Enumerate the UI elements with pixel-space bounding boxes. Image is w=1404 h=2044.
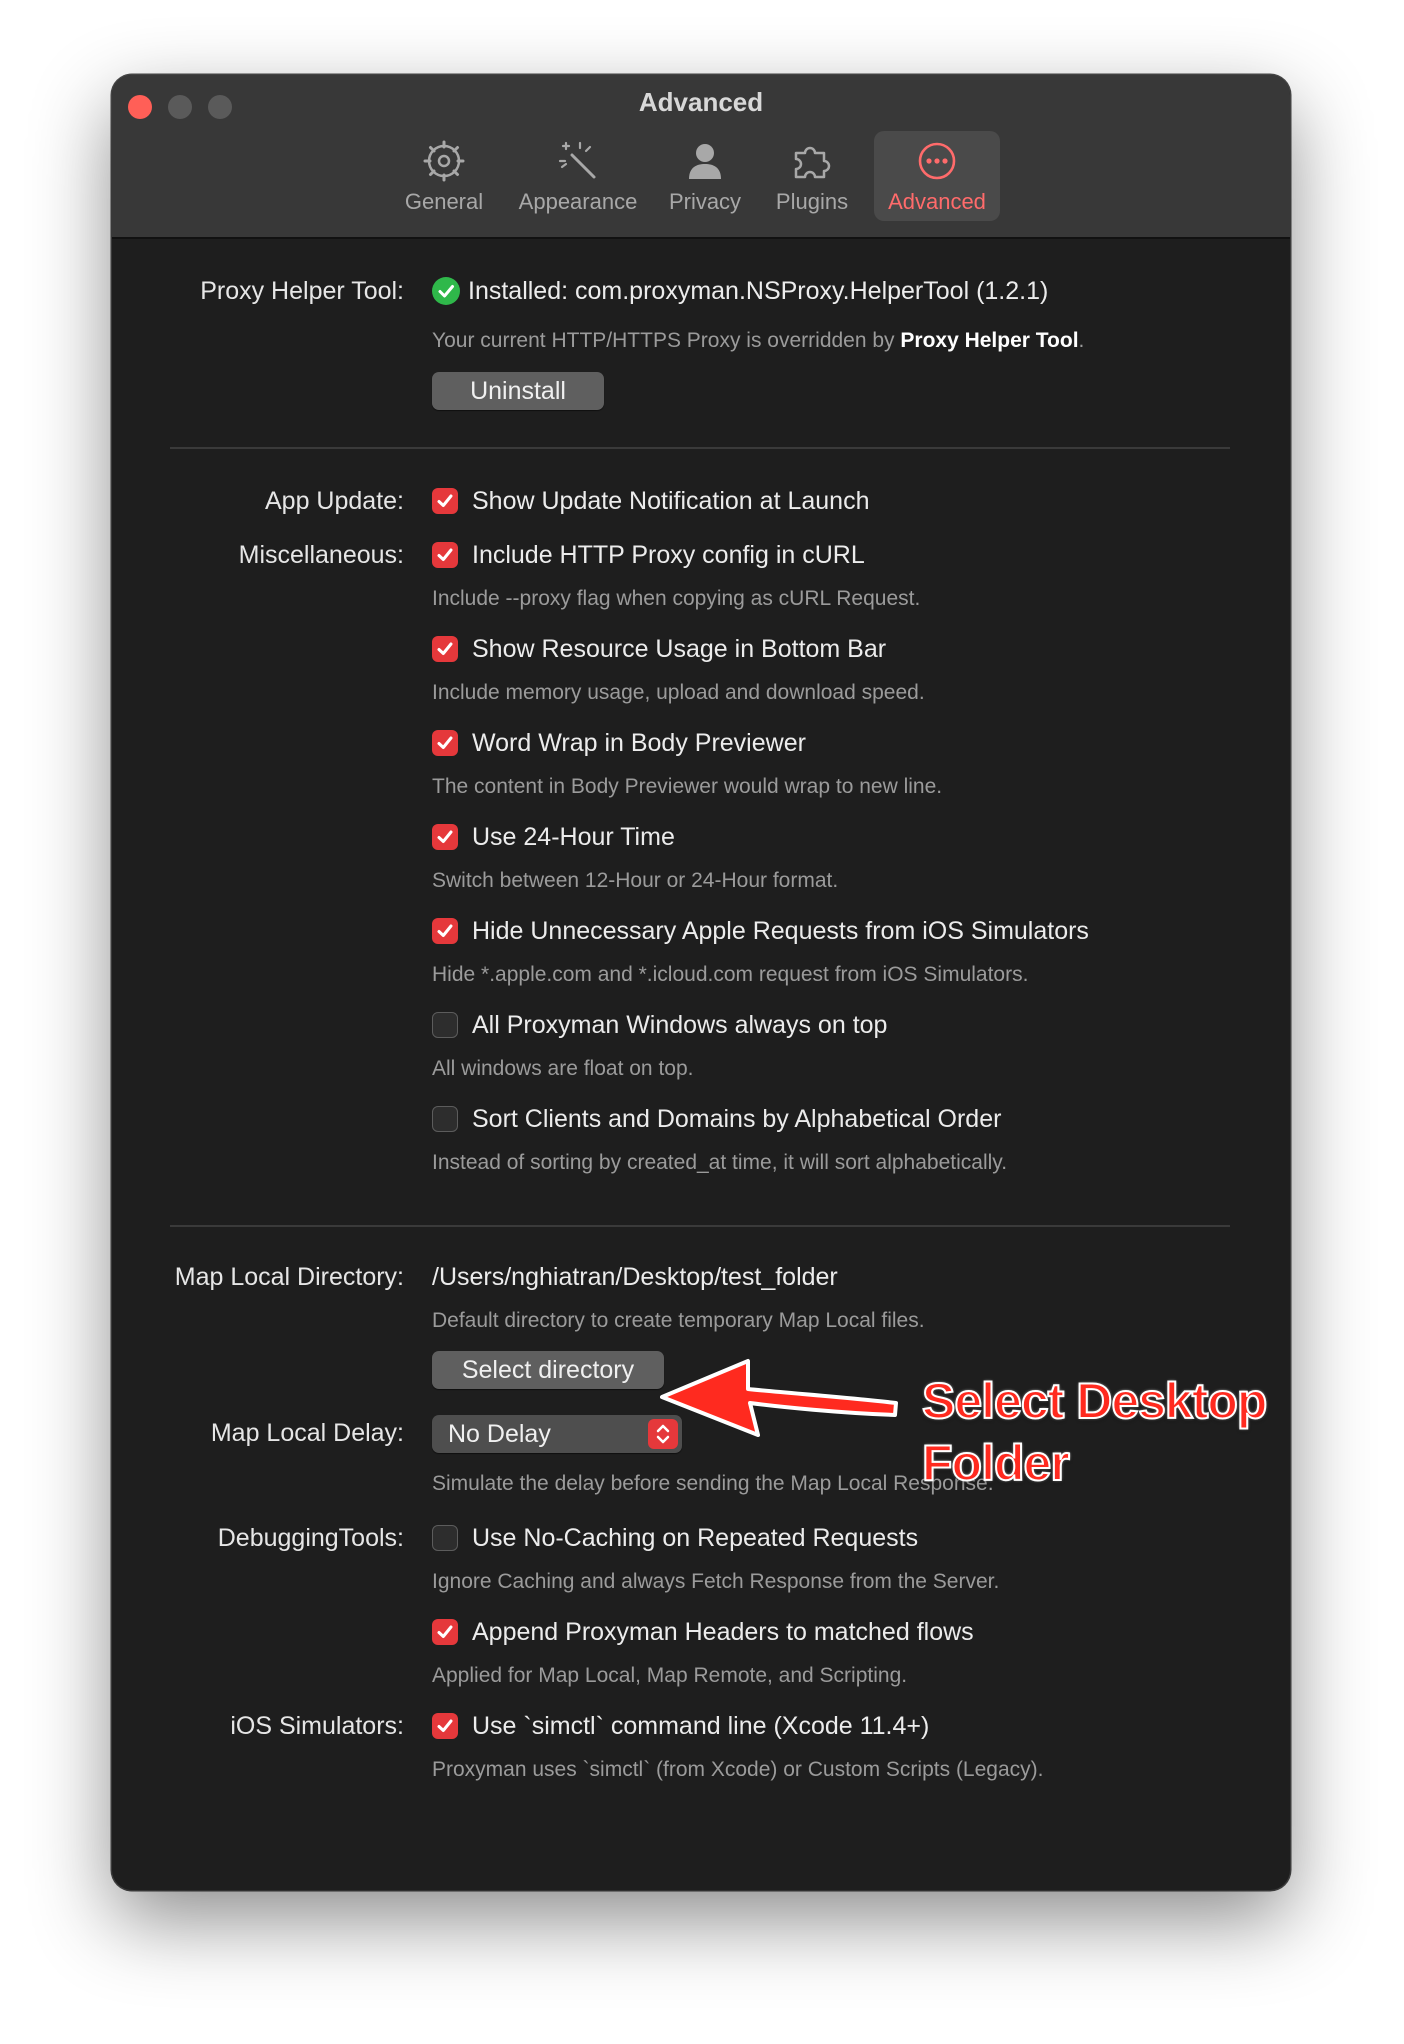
tab-label: Plugins — [775, 189, 849, 214]
window-title: Advanced — [638, 87, 764, 117]
option-description: Switch between 12-Hour or 24-Hour format. — [432, 869, 839, 892]
magic-wand-icon — [554, 137, 602, 185]
show-resource-usage-checkbox[interactable] — [432, 636, 458, 662]
tab-advanced[interactable] — [874, 131, 1000, 221]
map-local-delay-label: Map Local Delay: — [210, 1419, 404, 1447]
checkbox-label: Sort Clients and Domains by Alphabetical Order — [472, 1105, 1002, 1133]
checkbox-label: Hide Unnecessary Apple Requests from iOS Simulators — [472, 917, 1089, 945]
tab-plugins[interactable] — [762, 131, 862, 221]
select-directory-button[interactable]: Select directory — [432, 1351, 664, 1389]
windows-on-top-checkbox[interactable] — [432, 1012, 458, 1038]
installed-status-icon — [432, 277, 460, 305]
use-simctl-checkbox[interactable] — [432, 1713, 458, 1739]
option-description: Proxyman uses `simctl` (from Xcode) or Custom Scripts (Legacy). — [432, 1758, 1044, 1781]
map-local-delay-description: Simulate the delay before sending the Map Local Response. — [432, 1472, 994, 1495]
ios-simulators-label: iOS Simulators: — [230, 1712, 404, 1740]
tab-label: Advanced — [888, 189, 986, 214]
checkbox-label: Append Proxyman Headers to matched flows — [472, 1618, 974, 1646]
annotation-line: Folder — [922, 1435, 1069, 1491]
use-24-hour-checkbox[interactable] — [432, 824, 458, 850]
include-proxy-curl-checkbox[interactable] — [432, 542, 458, 568]
tab-privacy[interactable] — [660, 131, 750, 221]
miscellaneous-label: Miscellaneous: — [238, 541, 404, 569]
option-description: All windows are float on top. — [432, 1057, 694, 1080]
tab-appearance[interactable] — [508, 131, 648, 221]
checkbox-label: Use `simctl` command line (Xcode 11.4+) — [472, 1712, 930, 1740]
person-icon — [681, 137, 729, 185]
section-divider — [170, 447, 1230, 449]
checkbox-label: Word Wrap in Body Previewer — [472, 729, 806, 757]
checkbox-label: Use 24-Hour Time — [472, 823, 675, 851]
checkbox-label: Use No-Caching on Repeated Requests — [472, 1524, 919, 1552]
tab-label: General — [404, 189, 484, 214]
append-proxyman-headers-checkbox[interactable] — [432, 1619, 458, 1645]
tab-general[interactable] — [394, 131, 494, 221]
checkbox-label: All Proxyman Windows always on top — [472, 1011, 888, 1039]
word-wrap-checkbox[interactable] — [432, 730, 458, 756]
option-description: The content in Body Previewer would wrap to new line. — [432, 775, 943, 798]
section-divider — [170, 1225, 1230, 1227]
map-local-directory-description: Default directory to create temporary Map Local files. — [432, 1309, 925, 1332]
debugging-tools-label: DebuggingTools: — [217, 1524, 404, 1552]
checkbox-label: Show Update Notification at Launch — [472, 487, 870, 515]
annotation-line: Select Desktop — [922, 1373, 1267, 1429]
gear-icon — [420, 137, 468, 185]
option-description: Hide *.apple.com and *.icloud.com request from iOS Simulators. — [432, 963, 1029, 986]
tab-label: Appearance — [518, 189, 638, 214]
map-local-directory-label: Map Local Directory: — [174, 1263, 404, 1291]
tab-label: Privacy — [668, 189, 742, 214]
annotation-arrow — [660, 1355, 910, 1465]
hide-apple-requests-checkbox[interactable] — [432, 918, 458, 944]
uninstall-button[interactable]: Uninstall — [432, 372, 604, 410]
ellipsis-circle-icon — [913, 137, 961, 185]
checkbox-label: Show Resource Usage in Bottom Bar — [472, 635, 887, 663]
title-bar — [112, 75, 1290, 239]
option-description: Instead of sorting by created_at time, it will sort alphabetically. — [432, 1151, 1008, 1174]
no-caching-checkbox[interactable] — [432, 1525, 458, 1551]
preferences-tabs — [112, 131, 1290, 227]
map-local-delay-dropdown[interactable] — [432, 1415, 682, 1453]
puzzle-icon — [788, 137, 836, 185]
app-update-label: App Update: — [265, 487, 404, 515]
option-description: Ignore Caching and always Fetch Response from the Server. — [432, 1570, 1000, 1593]
annotation-label — [922, 1370, 1266, 1494]
proxy-helper-label: Proxy Helper Tool: — [200, 277, 404, 305]
map-local-directory-path: /Users/nghiatran/Desktop/test_folder — [432, 1263, 838, 1291]
preferences-window — [112, 75, 1290, 1890]
helper-description: Your current HTTP/HTTPS Proxy is overridden by Proxy Helper Tool. — [432, 329, 1085, 352]
dropdown-value: No Delay — [448, 1420, 551, 1448]
show-update-notification-checkbox[interactable] — [432, 488, 458, 514]
option-description: Include memory usage, upload and download speed. — [432, 681, 925, 704]
sort-alphabetical-checkbox[interactable] — [432, 1106, 458, 1132]
option-description: Include --proxy flag when copying as cURL Request. — [432, 587, 921, 610]
helper-status-text: Installed: com.proxyman.NSProxy.HelperTool (1.2.1) — [468, 277, 1049, 305]
checkbox-label: Include HTTP Proxy config in cURL — [472, 541, 865, 569]
option-description: Applied for Map Local, Map Remote, and Scripting. — [432, 1664, 908, 1687]
